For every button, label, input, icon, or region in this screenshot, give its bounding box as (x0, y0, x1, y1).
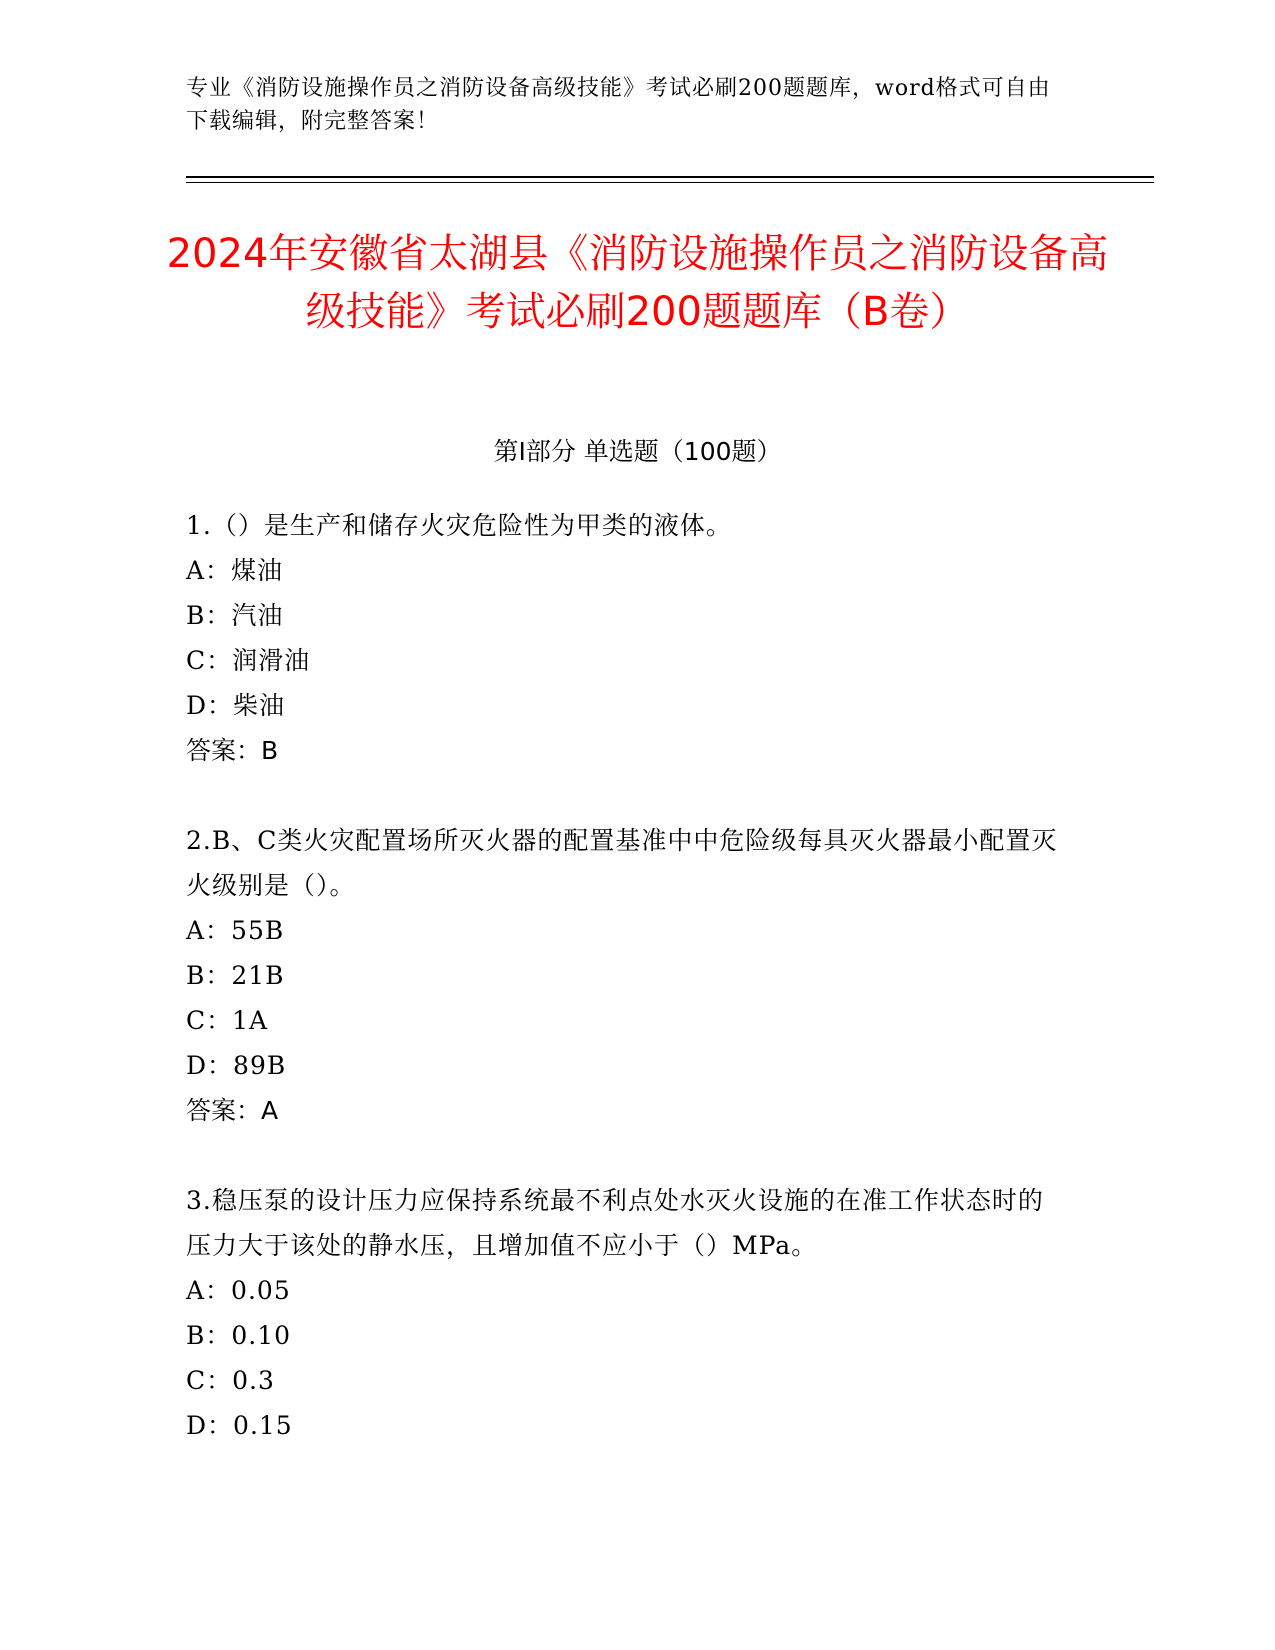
option-c: C：0.3 (186, 1366, 275, 1395)
question-text: 1.（）是生产和储存火灾危险性为甲类的液体。 (186, 511, 732, 540)
question-3 (186, 1178, 1066, 1448)
option-b: B：0.10 (186, 1321, 292, 1350)
question-1 (186, 503, 1066, 773)
option-c: C：润滑油 (186, 646, 311, 675)
answer: 答案：B (186, 736, 279, 765)
section-title: 第I部分 单选题（100题） (493, 437, 782, 466)
option-d: D：0.15 (186, 1411, 293, 1440)
option-a: A：煤油 (186, 556, 284, 585)
question-text: 3.稳压泵的设计压力应保持系统最不利点处水灭火设施的在准工作状态时的压力大于该处的静水压，且增加值不应小于（）MPa。 (186, 1186, 1044, 1260)
header-note: 专业《消防设施操作员之消防设备高级技能》考试必刷200题题库，word格式可自由下载编辑，附完整答案！ (186, 76, 1051, 134)
question-2 (186, 818, 1066, 1133)
header-rule-thin (186, 182, 1154, 183)
option-d: D：柴油 (186, 691, 286, 720)
answer: 答案：A (186, 1096, 279, 1125)
question-text: 2.B、C类火灾配置场所灭火器的配置基准中中危险级每具灭火器最小配置灭火级别是（）。 (186, 826, 1058, 900)
option-d: D：89B (186, 1051, 287, 1080)
option-a: A：55B (186, 916, 285, 945)
option-b: B：汽油 (186, 601, 284, 630)
option-a: A：0.05 (186, 1276, 291, 1305)
document-title: 2024年安徽省太湖县《消防设施操作员之消防设备高级技能》考试必刷200题题库（B卷） (166, 231, 1109, 335)
header-rule-thick (186, 176, 1154, 178)
option-c: C：1A (186, 1006, 269, 1035)
option-b: B：21B (186, 961, 285, 990)
